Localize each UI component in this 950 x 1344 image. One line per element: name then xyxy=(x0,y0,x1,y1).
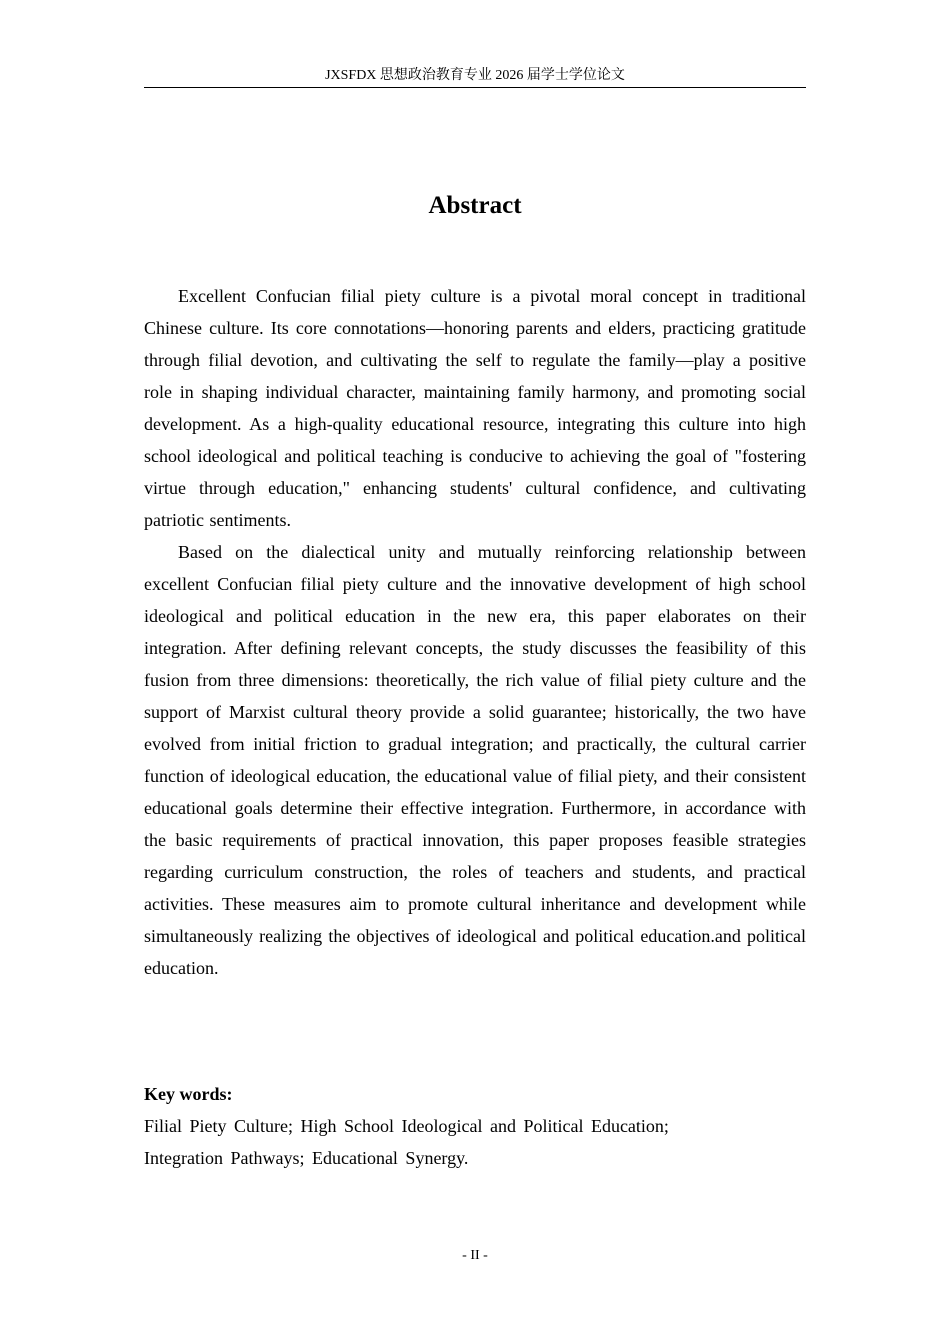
running-header: JXSFDX 思想政治教育专业 2026 届学士学位论文 xyxy=(325,68,625,83)
keywords-section xyxy=(144,1078,806,1174)
abstract-paragraph-1: Excellent Confucian filial piety culture is a pivotal moral concept in traditional Chinese culture. Its core connotations—honoring parents and elders, practicing gratitude through filial devotion, and cultivating the self to regulate the family—play a positive role in shaping individual character, maintaining family harmony, and promoting social development. As a high-quality educational resource, integrating this culture into high school ideological and political teaching is conducive to achieving the goal of "fostering virtue through education," enhancing students' cultural confidence, and cultivating patriotic sentiments. xyxy=(144,286,806,530)
keywords-line-1: Filial Piety Culture; High School Ideological and Political Education; xyxy=(144,1116,669,1136)
page-number: - II - xyxy=(462,1248,488,1263)
abstract-paragraph-2: Based on the dialectical unity and mutually reinforcing relationship between excellent Confucian filial piety culture and the innovative development of high school ideological and political education in the new era, this paper elaborates on their integration. After defining relevant concepts, the study discusses the feasibility of this fusion from three dimensions: theoretically, the rich value of filial piety culture and the support of Marxist cultural theory provide a solid guarantee; historically, the two have evolved from initial friction to gradual integration; and practically, the cultural carrier function of ideological education, the educational value of filial piety, and their consistent educational goals determine their effective integration. Furthermore, in accordance with the basic requirements of practical innovation, this paper proposes feasible strategies regarding curriculum construction, the roles of teachers and students, and practical activities. These measures aim to promote cultural inheritance and development while simultaneously realizing the objectives of ideological and political education.and political education. xyxy=(144,542,806,978)
keywords-line-2: Integration Pathways; Educational Synergy. xyxy=(144,1148,469,1168)
keywords-heading: Key words: xyxy=(144,1084,233,1104)
abstract-title: Abstract xyxy=(428,192,522,219)
abstract-body xyxy=(144,280,806,984)
header-rule xyxy=(144,87,806,88)
